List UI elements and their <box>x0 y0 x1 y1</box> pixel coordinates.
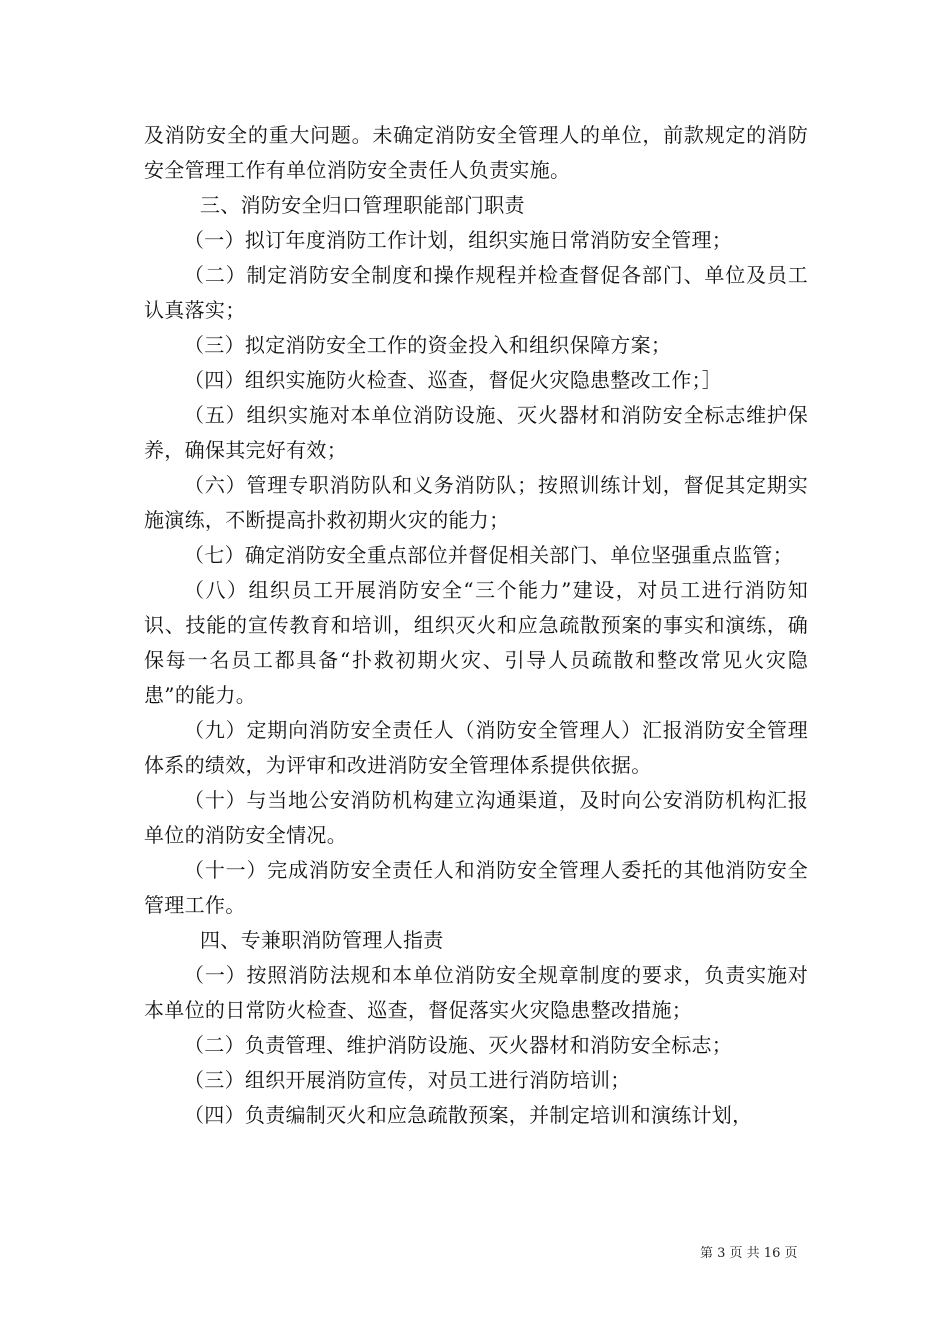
list-item: （五）组织实施对本单位消防设施、灭火器材和消防安全标志维护保养，确保其完好有效； <box>144 403 808 462</box>
list-item: （七）确定消防安全重点部位并督促相关部门、单位坚强重点监管； <box>184 543 793 567</box>
list-item: （六）管理专职消防队和义务消防队；按照训练计划，督促其定期实施演练，不断提高扑救初期火灾的能力； <box>144 473 808 532</box>
paragraph-continuation: 及消防安全的重大问题。未确定消防安全管理人的单位，前款规定的消防安全管理工作有单位消防安全责任人负责实施。 <box>144 123 808 182</box>
list-item: （二）制定消防安全制度和操作规程并检查督促各部门、单位及员工认真落实； <box>144 263 808 322</box>
list-item: （八）组织员工开展消防安全“三个能力”建设，对员工进行消防知识、技能的宣传教育和培训，组织灭火和应急疏散预案的事实和演练，确保每一名员工都具备“扑救初期火灾、引导人员疏散和整改常见火灾隐患”的能力。 <box>144 578 808 707</box>
page-number-footer: 第 3 页 共 16 页 <box>700 1246 798 1261</box>
list-item: （九）定期向消防安全责任人（消防安全管理人）汇报消防安全管理体系的绩效，为评审和改进消防安全管理体系提供依据。 <box>144 718 808 777</box>
list-item: （三）拟定消防安全工作的资金投入和组织保障方案； <box>184 333 672 357</box>
list-item: （十）与当地公安消防机构建立沟通渠道，及时向公安消防机构汇报单位的消防安全情况。 <box>144 788 808 847</box>
section-heading-3: 三、消防安全归口管理职能部门职责 <box>200 193 525 217</box>
list-item: （四）负责编制灭火和应急疏散预案，并制定培训和演练计划， <box>184 1103 753 1127</box>
document-body <box>144 118 808 1133</box>
list-item: （四）组织实施防火检查、巡查，督促火灾隐患整改工作；］ <box>184 368 723 392</box>
list-item: （一）拟订年度消防工作计划，组织实施日常消防安全管理； <box>184 228 733 252</box>
list-item: （一）按照消防法规和本单位消防安全规章制度的要求，负责实施对本单位的日常防火检查、巡查，督促落实火灾隐患整改措施； <box>144 963 808 1022</box>
section-heading-4: 四、专兼职消防管理人指责 <box>200 928 444 952</box>
list-item: （三）组织开展消防宣传，对员工进行消防培训； <box>184 1068 631 1092</box>
list-item: （十一）完成消防安全责任人和消防安全管理人委托的其他消防安全管理工作。 <box>144 858 808 917</box>
list-item: （二）负责管理、维护消防设施、灭火器材和消防安全标志； <box>184 1033 733 1057</box>
